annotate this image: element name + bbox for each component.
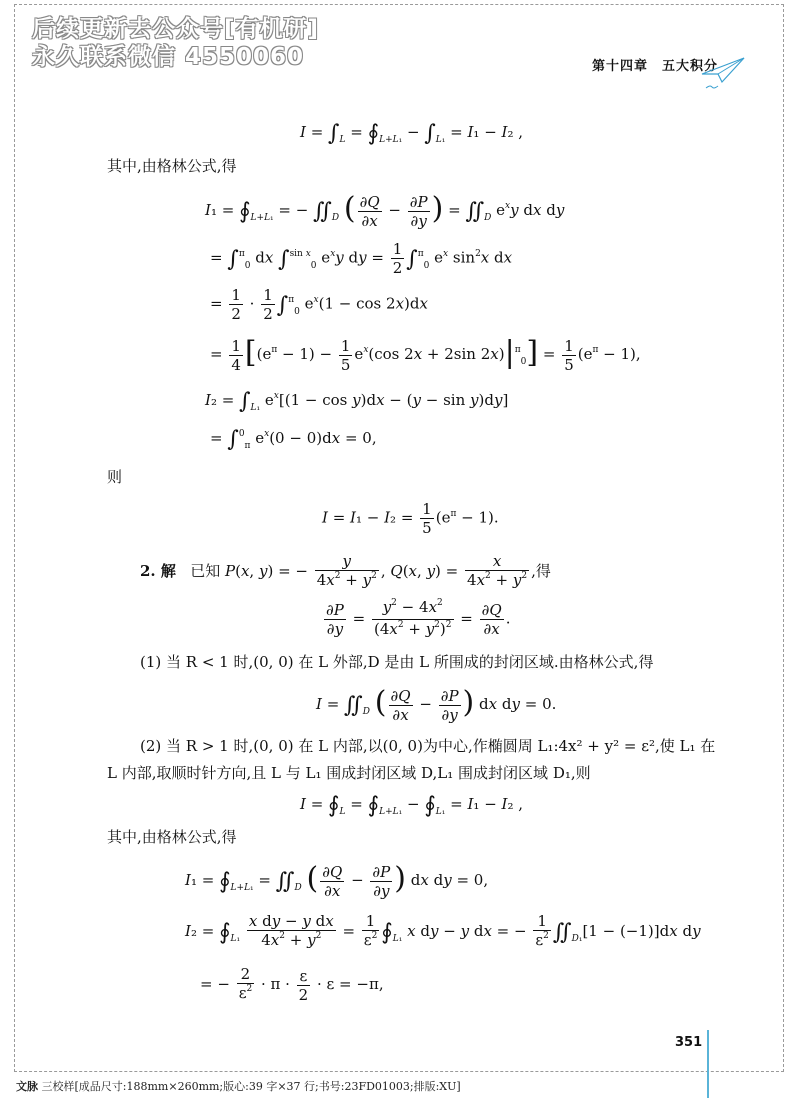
formula-I2-green: $I_2 = \int_{L_1}$ $e^x[(1 - \cos y)dx - (y - \sin y)dy]$ [205,389,509,414]
sol2-text: 已知 [190,562,221,580]
formula-case1-result: $I = ∬_D$ ( $\frac{\partial Q}{\partial x}$ − $\frac{\partial P}{\partial y}$ ) dx dy = 0. [316,685,557,724]
sol2-de: 得 [535,562,551,580]
watermark-line-1: 后续更新去公众号[有机研] [32,16,320,42]
text-case-2a: (2) 当 R > 1 时,(0, 0) 在 L 内部,以(0, 0)为中心,作椭圆周 L₁:4x² + y² = ε²,使 L₁ 在 [140,737,716,755]
sol2-label: 2. 解 [140,562,176,580]
watermark-line-2: 永久联系微信 4550060 [32,44,305,70]
footer-info: 三校样[成品尺寸:188mm×260mm;版心:39 字×37 行;书号:23FD01003;排版:XU] [41,1080,461,1093]
paper-plane-icon [700,52,746,92]
sol2-intro: 2. 解 已知 P(x, y) = − $\frac{y}{4x^2 + y^2}$ , Q(x, y) = $\frac{x}{4x^2 + y^2}$ ,得 [140,552,551,589]
chapter-header: 第十四章 五大积分 [592,59,719,74]
formula-I2-case2-result: = − $\frac{2}{\varepsilon^2}$ · π · $\frac{\varepsilon}{2}$ · ε = −π, [200,965,384,1004]
footer-brand: 文脉 [16,1080,38,1093]
formula-I-split-2: $I = ∮_L$ = $∮_{L+L_1}$ − $∮_{L_1} = I_1 - I_2$ , [300,793,524,818]
formula-I2-case2: $I_2 = ∮_{L_1}$ $\frac{\text{x dy − y dx}}{4x^2 + y^2}$ = $\frac{1}{\varepsilon^2}$ $∮_{L_1}$ x dy − y dx = − $\frac{1}{\varepsilon^2}$ $∬_{D_1}[1 - (-1)]dx$ dy [185,912,701,949]
text-qizhong-1: 其中,由格林公式,得 [107,157,237,175]
formula-I1-case2: $I_1 = ∮_{L+L_1}$ = $∬_D$ ( $\frac{\partial Q}{\partial x}$ − $\frac{\partial P}{\partial y}$ ) dx dy = 0, [185,861,489,900]
text-case-1: (1) 当 R < 1 时,(0, 0) 在 L 外部,D 是由 L 所围成的封闭区域.由格林公式,得 [140,653,654,671]
formula-I1-step4: = $\frac{1}{4}$ [$(e^\pi - 1)$ − $\frac{1}{5}$ $e^x(\cos$ 2x + 2sin $2x)|^\pi_0$] = $\frac{1}{5}$ $(e^\pi - 1)$, [210,335,641,374]
formula-I1-step2: = ∫$^\pi_0$ dx ∫$^{sin x}_0$ $e^xy$ dy = $\frac{1}{2}$ ∫$^\pi_0$ $e^x$ $\sin^2x$ dx [210,240,513,277]
margin-bar [707,1030,709,1098]
text-qizhong-2: 其中,由格林公式,得 [107,828,237,846]
text-ze: 则 [107,468,123,486]
formula-partials: $\frac{\partial P}{\partial y}$ = $\frac{y^2 - 4x^2}{(4x^2 + y^2)^2}$ = $\frac{\partial Q}{\partial x}$ . [326,598,511,638]
text-case-2b: L 内部,取顺时针方向,且 L 与 L₁ 围成封闭区域 D,L₁ 围成封闭区域 D₁,则 [107,764,591,782]
formula-I1-step3: = $\frac{1}{2}$ · $\frac{1}{2}$ ∫$^\pi_0$ $e^x(1 - \cos 2x)dx$ [210,286,428,323]
page-number: 351 [675,1035,703,1050]
formula-I2-step2: = ∫$^0_\pi$ $e^x(0 - 0)dx = 0$, [210,427,377,452]
formula-I-split: $I = \int_L$ = $∮_{L+L_1} - \int_{L_1} = I_1 - I_2$ , [300,121,524,146]
formula-I-result: I = I₁ − I₂ = $\frac{1}{5}$ $(e^\pi - 1)$. [322,500,499,537]
print-footer [16,1078,461,1094]
formula-I1-green: $I_1 = ∮_{L+L_1}$ = − $∬_D$ ( $\frac{\partial Q}{\partial x}$ − $\frac{\partial P}{\partial y}$ ) = $∬_D$ $e^xy$ dx dy [205,191,565,230]
